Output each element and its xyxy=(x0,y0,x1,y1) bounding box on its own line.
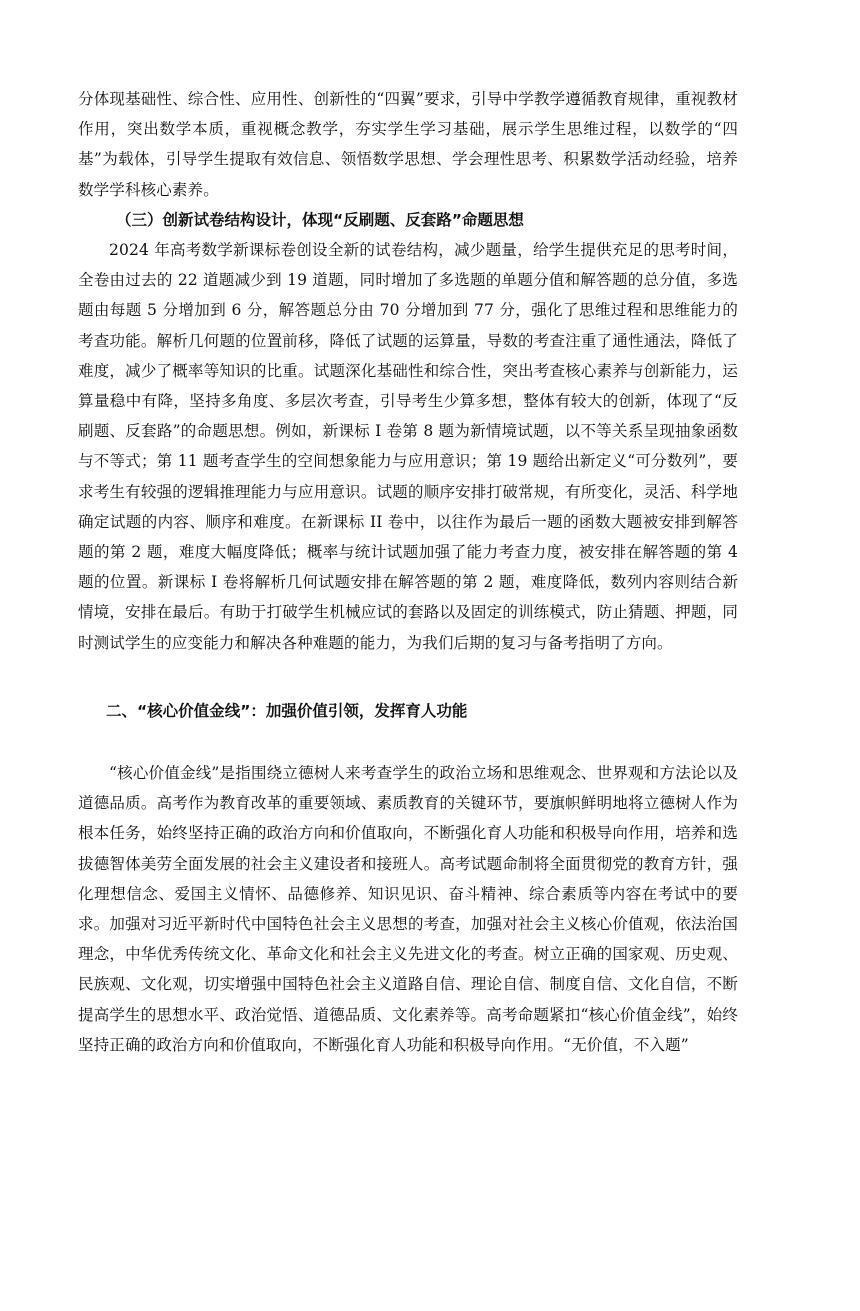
paragraph-continued: 分体现基础性、综合性、应用性、创新性的“四翼”要求，引导中学教学遵循教育规律，重视教材作用，突出数学本质，重视概念教学，夯实学生学习基础，展示学生思维过程，以数学的“四基”为载体，引导学生提取有效信息、领悟数学思想、学会理性思考、积累数学活动经验，培养数学学科核心素养。 xyxy=(78,90,738,199)
paragraph-exam-structure: 2024 年高考数学新课标卷创设全新的试卷结构，减少题量，给学生提供充足的思考时间，全卷由过去的 22 道题减少到 19 道题，同时增加了多选题的单题分值和解答题的总分值，多选题由每题 5 分增加到 6 分，解答题总分由 70 分增加到 77 分，强化了思维过程和思维能力的考查功能。解析几何题的位置前移，降低了试题的运算量，导数的考查注重了通性通法，降低了难度，减少了概率等知识的比重。试题深化基础性和综合性，突出考查核心素养与创新能力，运算量稳中有降，坚持多角度、多层次考查，引导考生少算多想，整体有较大的创新，体现了“反刷题、反套路”的命题思想。例如，新课标 I 卷第 8 题为新情境试题，以不等关系呈现抽象函数与不等式；第 11 题考查学生的空间想象能力与应用意识；第 19 题给出新定义“可分数列”，要求考生有较强的逻辑推理能力与应用意识。试题的顺序安排打破常规，有所变化，灵活、科学地确定试题的内容、顺序和难度。在新课标 II 卷中，以往作为最后一题的函数大题被安排到解答题的第 2 题，难度大幅度降低；概率与统计试题加强了能力考查力度，被安排在解答题的第 4 题的位置。新课标 I 卷将解析几何试题安排在解答题的第 2 题，难度降低，数列内容则结合新情境，安排在最后。有助于打破学生机械应试的套路以及固定的训练模式，防止猜题、押题，同时测试学生的应变能力和解决各种难题的能力，为我们后期的复习与备考指明了方向。 xyxy=(78,241,738,652)
document-page xyxy=(78,84,738,1060)
subheading-exam-structure: （三）创新试卷结构设计，体现“反刷题、反套路”命题思想 xyxy=(116,210,524,229)
section-heading-core-values: 二、“核心价值金线”：加强价值引领，发挥育人功能 xyxy=(106,701,468,720)
paragraph-core-values: “核心价值金线”是指围绕立德树人来考查学生的政治立场和思维观念、世界观和方法论以及道德品质。高考作为教育改革的重要领域、素质教育的关键环节，要旗帜鲜明地将立德树人作为根本任务，始终坚持正确的政治方向和价值取向，不断强化育人功能和积极导向作用，培养和选拔德智体美劳全面发展的社会主义建设者和接班人。高考试题命制将全面贯彻党的教育方针，强化理想信念、爱国主义情怀、品德修养、知识见识、奋斗精神、综合素质等内容在考试中的要求。加强对习近平新时代中国特色社会主义思想的考查，加强对社会主义核心价值观，依法治国理念，中华优秀传统文化、革命文化和社会主义先进文化的考查。树立正确的国家观、历史观、民族观、文化观，切实增强中国特色社会主义道路自信、理论自信、制度自信、文化自信，不断提高学生的思想水平、政治觉悟、道德品质、文化素养等。高考命题紧扣“核心价值金线”，始终坚持正确的政治方向和价值取向，不断强化育人功能和积极导向作用。“无价值，不入题” xyxy=(78,764,738,1054)
